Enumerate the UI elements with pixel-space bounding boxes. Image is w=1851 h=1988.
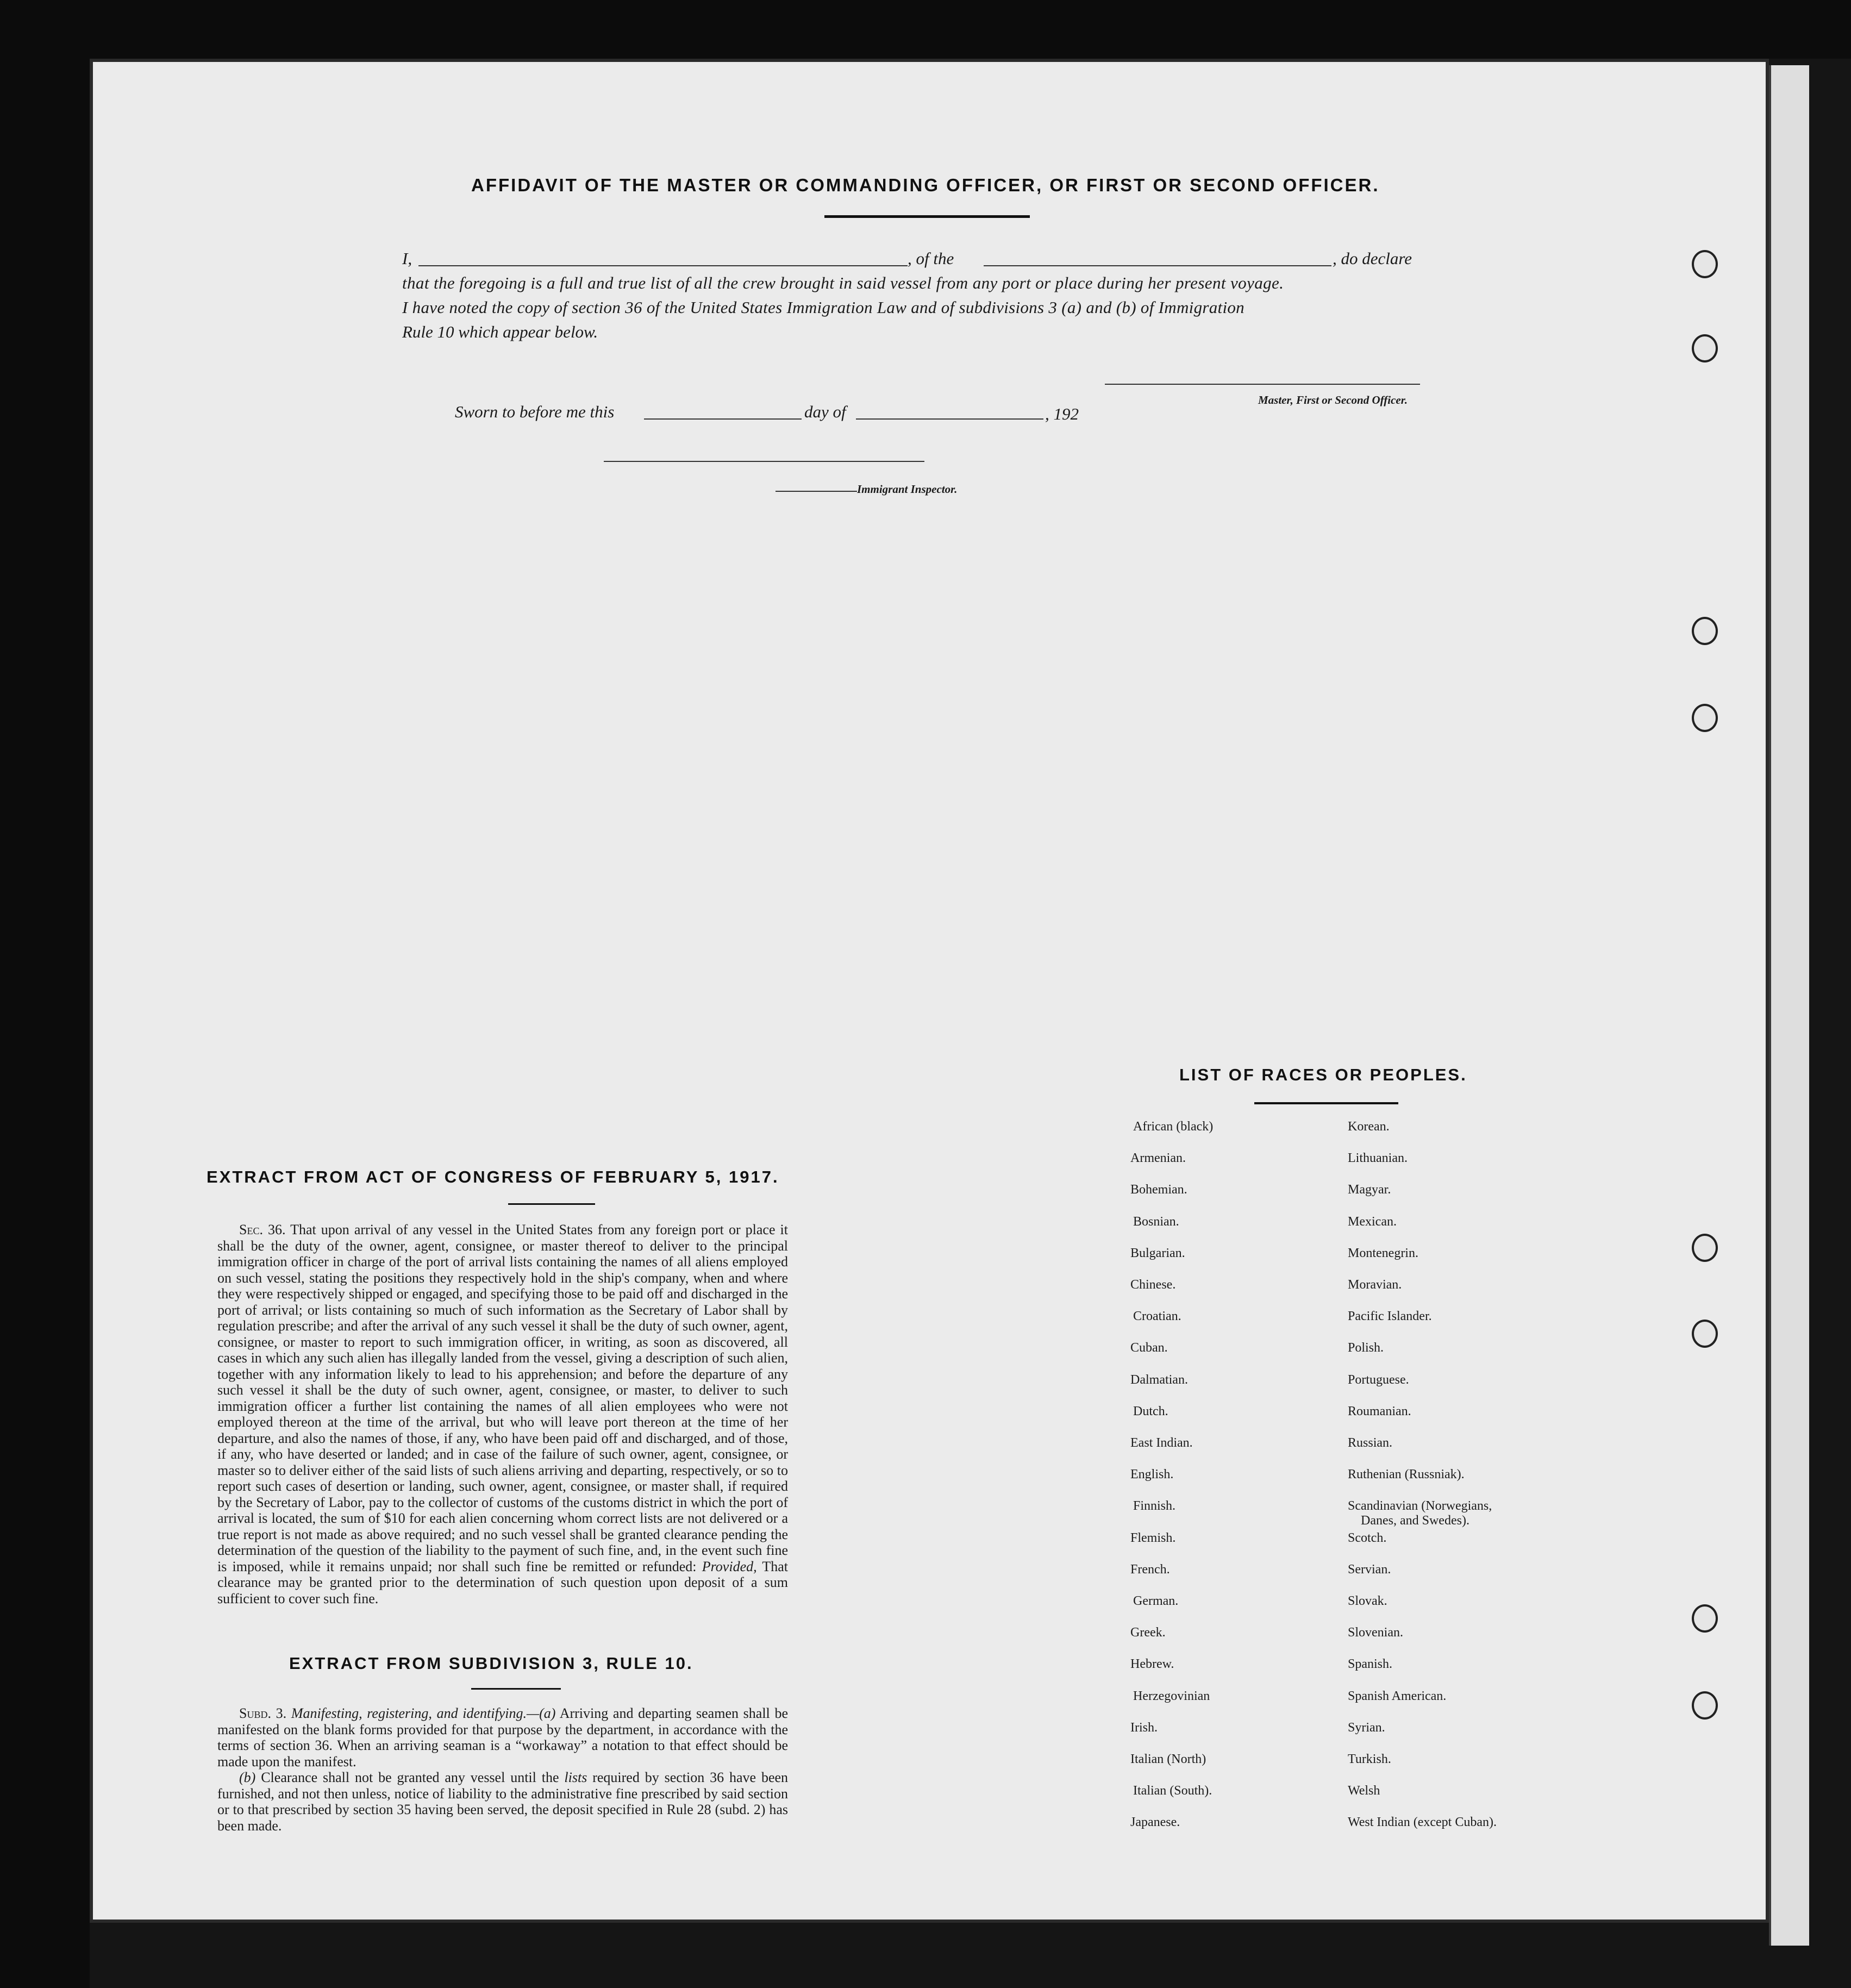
race-item-right	[1348, 1815, 1497, 1830]
race-item-label: Russian.	[1348, 1436, 1393, 1450]
race-item-label: Spanish American.	[1348, 1689, 1447, 1703]
underlying-page-edge	[1769, 65, 1809, 1946]
race-item-right	[1348, 1657, 1392, 1672]
affidavit-line-3: I have noted the copy of section 36 of the United States Immigration Law and of subdivisions 3 (a) and (b) of Immigration	[402, 298, 1245, 317]
race-item-label: Slovak.	[1348, 1594, 1387, 1608]
race-item-left: Italian (North)	[1130, 1752, 1206, 1766]
race-item-left: Dutch.	[1133, 1404, 1168, 1418]
race-item-right	[1348, 1531, 1386, 1546]
race-item-left: Bulgarian.	[1130, 1246, 1185, 1260]
binder-hole	[1692, 334, 1718, 362]
race-item-label: Scotch.	[1348, 1531, 1387, 1545]
scan-border-left	[0, 0, 90, 1988]
sworn-text: Sworn to before me this	[455, 402, 615, 421]
race-item-label: Lithuanian.	[1348, 1151, 1408, 1165]
inspector-short-line	[776, 491, 857, 492]
race-item-right	[1348, 1183, 1391, 1197]
binder-hole	[1692, 704, 1718, 732]
race-item-label: Turkish.	[1348, 1752, 1391, 1766]
race-item-right	[1348, 1784, 1380, 1798]
binder-hole	[1692, 250, 1718, 278]
act-title: EXTRACT FROM ACT OF CONGRESS OF FEBRUARY 5, 1917.	[207, 1167, 779, 1186]
race-item-right	[1348, 1467, 1465, 1482]
act-title-rule	[508, 1203, 595, 1205]
binder-hole	[1692, 1604, 1718, 1633]
race-item-label: Korean.	[1348, 1120, 1390, 1134]
race-item-right	[1348, 1341, 1384, 1355]
vessel-blank	[984, 265, 1331, 266]
race-item-label: Magyar.	[1348, 1183, 1391, 1197]
race-item-right	[1348, 1562, 1391, 1577]
race-item-left: Greek.	[1130, 1626, 1166, 1640]
document-page	[90, 59, 1769, 1923]
scan-border-top	[0, 0, 1851, 59]
sec-label: Sec. 36.	[239, 1222, 286, 1237]
race-item-label: Welsh	[1348, 1784, 1380, 1798]
affidavit-title: AFFIDAVIT OF THE MASTER OR COMMANDING OFFICER, OR FIRST OR SECOND OFFICER.	[471, 175, 1380, 195]
race-item-label: Roumanian.	[1348, 1404, 1411, 1418]
race-item-label: Ruthenian (Russniak).	[1348, 1467, 1465, 1481]
act-section-36	[217, 1222, 788, 1606]
race-item-left: French.	[1130, 1562, 1170, 1577]
affidavit-i: I,	[402, 249, 412, 268]
race-item-left: German.	[1133, 1594, 1179, 1608]
race-item-label: Portuguese.	[1348, 1373, 1409, 1387]
race-item-left: African (black)	[1133, 1120, 1214, 1134]
race-item-right	[1348, 1278, 1402, 1292]
affidavit-line-4: Rule 10 which appear below.	[402, 322, 598, 341]
race-item-label: Pacific Islander.	[1348, 1309, 1432, 1323]
race-item-left: Armenian.	[1130, 1151, 1186, 1165]
race-item-left: Flemish.	[1130, 1531, 1176, 1545]
races-title: LIST OF RACES OR PEOPLES.	[1179, 1065, 1467, 1084]
race-item-label: West Indian (except Cuban).	[1348, 1815, 1497, 1829]
sec-36-text-end: That clearance may be granted prior to the determination of such question upon deposit of a sum sufficient to cover such fine.	[217, 1558, 789, 1606]
race-item-left: Japanese.	[1130, 1815, 1180, 1829]
race-item-left: Finnish.	[1133, 1499, 1176, 1513]
race-item-left: Herzegovinian	[1133, 1689, 1210, 1703]
binder-hole	[1692, 617, 1718, 645]
race-item-label: Polish.	[1348, 1341, 1384, 1355]
race-item-right	[1348, 1436, 1392, 1451]
race-item-label: Scandinavian (Norwegians,	[1348, 1499, 1492, 1513]
subd-a-text: Arriving and departing seamen shall be manifested on the blank forms provided for that purpose by the department, in accordance with the terms of section 36. When an arriving seaman is a “workaway” a notation to that effect should be made upon the manifest.	[217, 1705, 789, 1770]
race-item-right	[1348, 1499, 1492, 1528]
race-item-left: English.	[1130, 1467, 1174, 1481]
race-item-right	[1348, 1373, 1409, 1387]
race-item-right	[1348, 1594, 1387, 1609]
rule-title: EXTRACT FROM SUBDIVISION 3, RULE 10.	[289, 1654, 693, 1673]
race-item-right	[1348, 1246, 1418, 1261]
race-item-left: Irish.	[1130, 1721, 1158, 1735]
binder-hole	[1692, 1234, 1718, 1262]
race-item-label: Moravian.	[1348, 1278, 1402, 1292]
race-item-right	[1348, 1626, 1403, 1640]
race-item-left: Croatian.	[1133, 1309, 1181, 1323]
sworn-month-blank	[856, 418, 1043, 420]
inspector-signature-line	[604, 461, 924, 462]
day-of-text: day of	[804, 402, 846, 421]
race-item-right	[1348, 1120, 1390, 1134]
race-item-left: Chinese.	[1130, 1278, 1176, 1292]
race-item-continuation: Danes, and Swedes).	[1361, 1514, 1469, 1528]
race-item-label: Montenegrin.	[1348, 1246, 1418, 1260]
lists-word: lists	[564, 1770, 587, 1785]
race-item-label: Syrian.	[1348, 1721, 1385, 1735]
race-item-label: Servian.	[1348, 1562, 1391, 1577]
subd-b-text-2: required by section 36 have been furnished, and not then unless, notice of liability to the administrative fine prescribed by said section or to that prescribed by section 35 having been served, the deposit specified in Rule 28 (subd. 2) has been made.	[217, 1770, 789, 1834]
affidavit-line-2: that the foregoing is a full and true list of all the crew brought in said vessel from any port or place during her present voyage.	[402, 273, 1284, 292]
year-text: , 192	[1045, 404, 1079, 423]
race-item-left: Bohemian.	[1130, 1183, 1187, 1197]
binder-hole	[1692, 1691, 1718, 1720]
race-item-left: Cuban.	[1130, 1341, 1168, 1355]
race-item-label: Slovenian.	[1348, 1626, 1403, 1640]
race-item-left: East Indian.	[1130, 1436, 1193, 1450]
inspector-label: Immigrant Inspector.	[857, 483, 958, 496]
do-declare-text: , do declare	[1333, 249, 1412, 268]
race-item-right	[1348, 1721, 1385, 1735]
race-item-label: Mexican.	[1348, 1215, 1397, 1229]
race-item-label: Spanish.	[1348, 1657, 1393, 1671]
races-title-rule	[1254, 1102, 1398, 1104]
subd-label: Subd. 3.	[239, 1705, 287, 1721]
race-item-right	[1348, 1752, 1391, 1767]
master-signature-line	[1105, 384, 1420, 385]
race-item-left: Dalmatian.	[1130, 1373, 1188, 1387]
rule-subdivision-3	[217, 1705, 788, 1834]
master-label: Master, First or Second Officer.	[1258, 393, 1408, 407]
race-item-left: Bosnian.	[1133, 1215, 1179, 1229]
race-item-right	[1348, 1215, 1397, 1229]
affidavit-title-rule	[824, 215, 1030, 218]
race-item-right	[1348, 1151, 1408, 1166]
name-blank	[418, 265, 908, 266]
rule-title-rule	[471, 1688, 561, 1690]
sec-36-text: That upon arrival of any vessel in the United States from any foreign port or place it shall be the duty of the owner, agent, consignee, or master thereof to deliver to the principal immigration officer in charge of the port of arrival lists containing the names of all aliens employed on such vessel, stating the positions they respectively hold in the ship's company, when and where they were respectively shipped or engaged, and specifying those to be paid off and discharged in the port of arrival; or lists containing so much of such information as the Secretary of Labor shall by regulation prescribe; and after the arrival of any such vessel it shall be the duty of such owner, agent, consignee, or master to report to such immigration officer, in writing, as soon as discovered, all cases in which any such alien has illegally landed from the vessel, giving a description of such alien, together with any information likely to lead to his apprehension; and before the departure of any such vessel it shall be the duty of such owner, agent, consignee, or master, to deliver to such immigration officer a further list containing the names of all alien employees who were not employed thereon at the time of the arrival, but who will leave port thereon at the time of her departure, and also the names of those, if any, who have been paid off and discharged, and of those, if any, who have deserted or landed; and in case of the failure of such owner, agent, consignee, or master so to deliver either of the said lists of such aliens arriving and departing, respectively, or so to report such cases of desertion or landing, such owner, agent, consignee, or master shall, if required by the Secretary of Labor, pay to the collector of customs of the customs district in which the port of arrival is located, the sum of $10 for each alien concerning whom correct lists are not delivered or a true report is not made as above required; and no such vessel shall be granted clearance pending the determination of the question of the liability to the payment of such fine, and, in the event such fine is imposed, while it remains unpaid; nor shall such fine be remitted or refunded:	[217, 1222, 789, 1574]
race-item-left: Italian (South).	[1133, 1784, 1212, 1798]
race-item-right	[1348, 1404, 1411, 1419]
of-the-text: , of the	[908, 249, 954, 268]
provided-word: Provided,	[702, 1558, 757, 1574]
binder-hole	[1692, 1320, 1718, 1348]
race-item-left: Hebrew.	[1130, 1657, 1174, 1671]
subd-b-label: (b)	[239, 1770, 256, 1785]
subd-b-text-1: Clearance shall not be granted any vessel until the	[261, 1770, 559, 1785]
sworn-day-blank	[644, 418, 802, 420]
subd-heading: Manifesting, registering, and identifying.—(a)	[291, 1705, 556, 1721]
race-item-right	[1348, 1309, 1432, 1324]
affidavit-body	[402, 249, 1538, 401]
race-item-right	[1348, 1689, 1446, 1704]
